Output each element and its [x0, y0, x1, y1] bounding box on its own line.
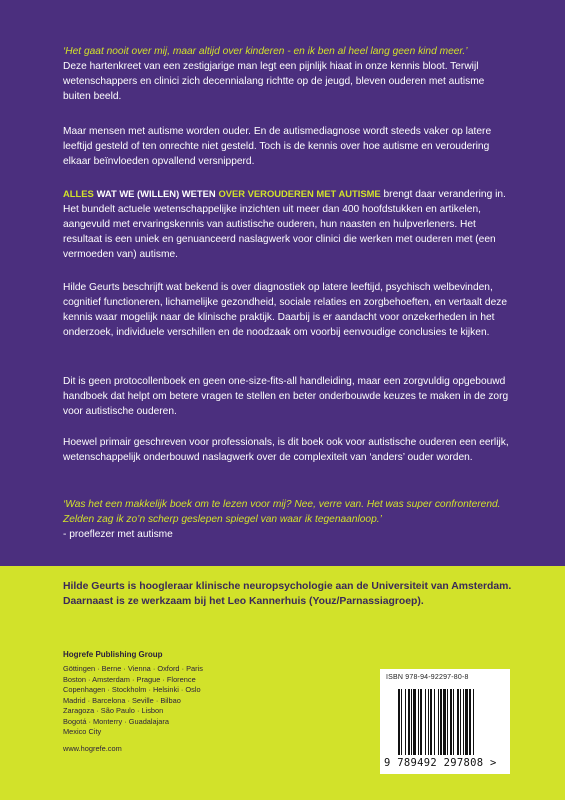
barcode-bar: [408, 689, 410, 755]
publisher-cities: [63, 664, 203, 738]
opening-quote: ‘Het gaat nooit over mij, maar altijd over kinderen - en ik ben al heel lang geen kind meer.’: [63, 46, 468, 57]
closing-quote: ‘Was het een makkelijk boek om te lezen voor mij? Nee, verre van. Het was super confronterend. Zelden zag ik zo’n scherp geslepen spiegel van waar ik tegenaanloop.’: [63, 499, 501, 525]
barcode-bar: [457, 689, 459, 755]
book-title-part-2: WAT WE (WILLEN) WETEN: [96, 188, 216, 199]
barcode-bar: [443, 689, 446, 755]
barcode-bar: [438, 689, 439, 755]
blurb-paragraph-5: Dit is geen protocollenboek en geen one-size-fits-all handleiding, maar een zorgvuldig opgebouwd handboek dat helpt om betere vragen te stellen en beter onderbouwde keuzes te maken in de zorg voor autistische ouderen.: [63, 376, 509, 417]
barcode-bar: [440, 689, 442, 755]
paragraph-3-text: brengt daar verandering in. Het bundelt actuele wetenschappelijke inzichten uit meer dan 400 hoofdstukken en artikelen, aangevuld met ervaringskennis van autistische ouderen, hun naasten en hulpverleners. Het resultaat is een uniek en genuanceerd naslagwerk voor clinici die werken met ouderen met (een vermoeden van) autisme.: [63, 189, 506, 260]
barcode-bar: [418, 689, 419, 755]
blurb-paragraph-3: [63, 186, 513, 262]
barcode-bar: [413, 689, 416, 755]
city-line: Madrid · Barcelona · Seville · Bilbao: [63, 695, 181, 705]
reader-quote: [63, 497, 513, 542]
city-line: Boston · Amsterdam · Prague · Florence: [63, 674, 196, 684]
blurb-paragraph-2: Maar mensen met autisme worden ouder. En de autismediagnose wordt steeds vaker op latere leeftijd gesteld of ten onrechte niet gesteld. Toch is de kennis over hoe autisme en veroudering elkaar beïnvloeden opvallend versnipperd.: [63, 126, 492, 167]
barcode-bars-icon: [398, 689, 493, 757]
book-title-part-1: ALLES: [63, 188, 94, 199]
barcode-bar: [420, 689, 422, 755]
publisher-website: www.hogrefe.com: [63, 744, 122, 753]
barcode-bar: [430, 689, 432, 755]
city-line: Copenhagen · Stockholm · Helsinki · Oslo: [63, 685, 201, 694]
publisher-panel: [0, 566, 565, 800]
barcode-bar: [401, 689, 402, 755]
barcode-bar: [428, 689, 429, 755]
city-line: Zaragoza · São Paulo · Lisbon: [63, 706, 164, 715]
paragraph-1-text: Deze hartenkreet van een zestigjarige man legt een pijnlijk hiaat in onze kennis bloot. Terwijl wetenschappers en clinici zich decennialang richtte op de jeugd, bleven ouderen met autisme buiten beeld.: [63, 61, 485, 102]
publisher-name: Hogrefe Publishing Group: [63, 650, 163, 659]
city-line: Göttingen · Berne · Vienna · Oxford · Paris: [63, 664, 203, 673]
book-title-part-3: OVER VEROUDEREN MET AUTISME: [218, 188, 381, 199]
blurb-paragraph-1: [63, 44, 513, 104]
quote-attribution: - proeflezer met autisme: [63, 529, 173, 540]
barcode-bar: [405, 689, 406, 755]
city-line: Bogotá · Monterry · Guadalajara: [63, 716, 169, 726]
barcode-bar: [463, 689, 464, 755]
barcode-bar: [425, 689, 426, 755]
barcode: [380, 669, 510, 774]
barcode-bar: [465, 689, 468, 755]
barcode-bar: [460, 689, 461, 755]
barcode-bar: [469, 689, 471, 755]
barcode-bar: [447, 689, 448, 755]
blurb-paragraph-6: Hoewel primair geschreven voor professionals, is dit boek ook voor autistische ouderen een eerlijk, wetenschappelijk onderbouwd naslagwerk over de complexiteit van ‘anders’ ouder worden.: [63, 437, 509, 463]
barcode-bar: [473, 689, 474, 755]
barcode-bar: [434, 689, 435, 755]
barcode-bar: [411, 689, 412, 755]
barcode-bar: [453, 689, 454, 755]
barcode-number: 9 789492 297808 >: [384, 757, 497, 769]
author-bio: Hilde Geurts is hoogleraar klinische neuropsychologie aan de Universiteit van Amsterdam. Daarnaast is ze werkzaam bij het Leo Kannerhuis (Youz/Parnassiagroep).: [63, 581, 512, 607]
barcode-bar: [398, 689, 400, 755]
blurb-paragraph-4: Hilde Geurts beschrijft wat bekend is over diagnostiek op latere leeftijd, psychisch welbevinden, cognitief functioneren, lichamelijke gezondheid, sociale relaties en zorgbehoeften, en vertaalt deze kennis waar mogelijk naar de klinische praktijk. Daarbij is er aandacht voor onzekerheden in het onderzoek, individuele verschillen en de noodzaak om voorbij eenvoudige conclusies te kijken.: [63, 282, 508, 338]
isbn-label: ISBN 978-94-92297-80-8: [386, 674, 469, 681]
city-line: Mexico City: [63, 727, 102, 736]
barcode-bar: [450, 689, 452, 755]
